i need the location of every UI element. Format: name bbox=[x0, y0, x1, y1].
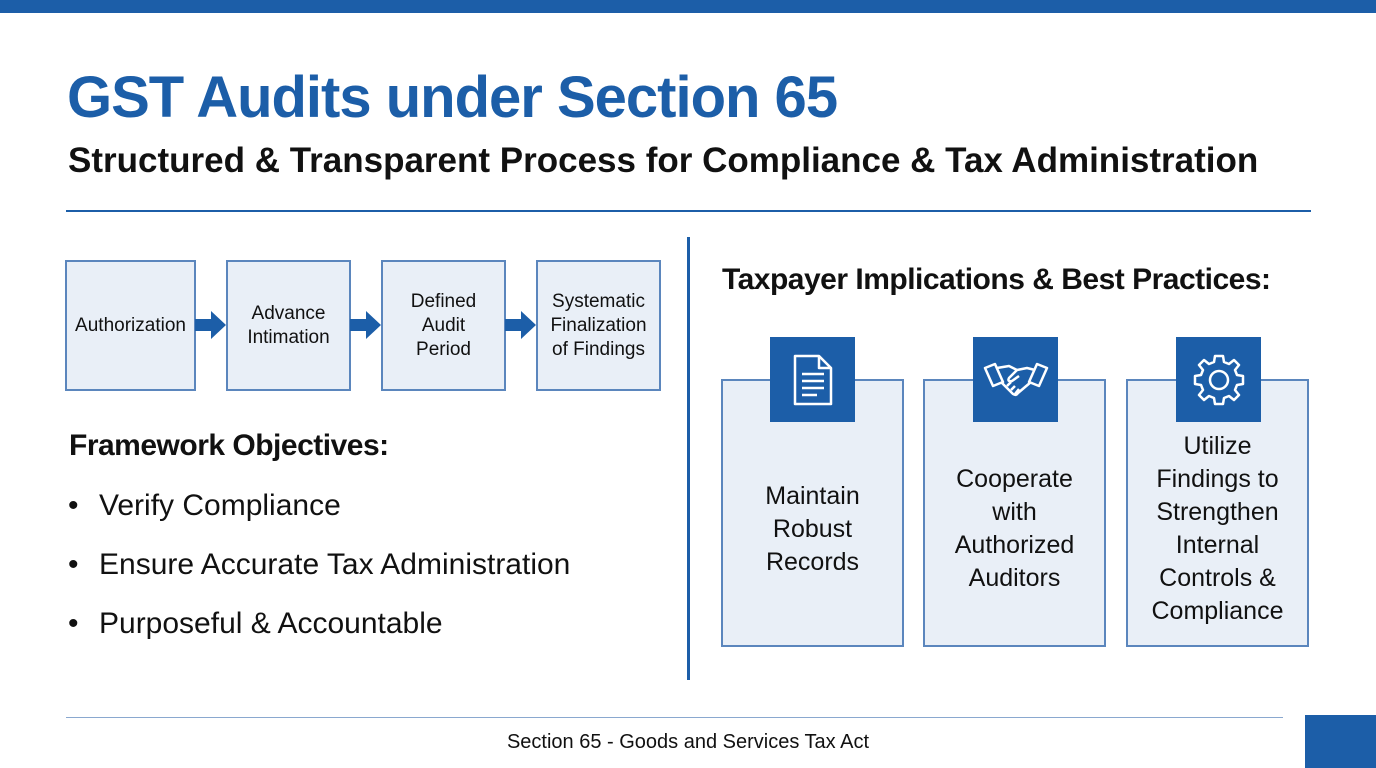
objective-text: Ensure Accurate Tax Administration bbox=[99, 548, 571, 581]
bullet-icon: • bbox=[68, 607, 79, 640]
column-divider bbox=[687, 237, 690, 680]
objective-item bbox=[68, 489, 341, 523]
objectives-heading: Framework Objectives: bbox=[69, 429, 389, 462]
process-step-label: Authorization bbox=[75, 314, 186, 336]
arrow-right-icon bbox=[505, 311, 536, 339]
corner-accent-block bbox=[1305, 715, 1376, 768]
arrow-right-icon bbox=[195, 311, 226, 339]
objective-text: Verify Compliance bbox=[99, 489, 341, 522]
handshake-icon bbox=[973, 337, 1058, 422]
footer-divider bbox=[66, 717, 1283, 718]
slide-subtitle: Structured & Transparent Process for Compliance & Tax Administration bbox=[68, 141, 1259, 180]
document-icon bbox=[770, 337, 855, 422]
bullet-icon: • bbox=[68, 489, 79, 522]
process-step-authorization bbox=[65, 260, 196, 391]
process-step-advance-intimation bbox=[226, 260, 351, 391]
slide-title: GST Audits under Section 65 bbox=[67, 65, 838, 130]
arrow-right-icon bbox=[350, 311, 381, 339]
practice-card-text: Utilize Findings to Strengthen Internal Controls & Compliance bbox=[1151, 432, 1284, 625]
practice-card-text: Cooperate with Authorized Auditors bbox=[954, 465, 1075, 592]
process-step-label: Defined Audit Period bbox=[410, 290, 477, 360]
header-divider bbox=[66, 210, 1311, 212]
process-step-systematic-finalization bbox=[536, 260, 661, 391]
bullet-icon: • bbox=[68, 548, 79, 581]
objective-text: Purposeful & Accountable bbox=[99, 607, 443, 640]
objective-item bbox=[68, 607, 443, 641]
footer-text: Section 65 - Goods and Services Tax Act bbox=[506, 731, 870, 753]
process-step-label: Advance Intimation bbox=[247, 302, 330, 348]
process-step-defined-audit-period bbox=[381, 260, 506, 391]
objective-item bbox=[68, 548, 570, 582]
practice-card-text: Maintain Robust Records bbox=[765, 481, 860, 576]
process-step-label: Systematic Finalization of Findings bbox=[550, 290, 647, 360]
practices-heading: Taxpayer Implications & Best Practices: bbox=[722, 263, 1271, 296]
gear-icon bbox=[1176, 337, 1261, 422]
top-accent-bar bbox=[0, 0, 1376, 13]
